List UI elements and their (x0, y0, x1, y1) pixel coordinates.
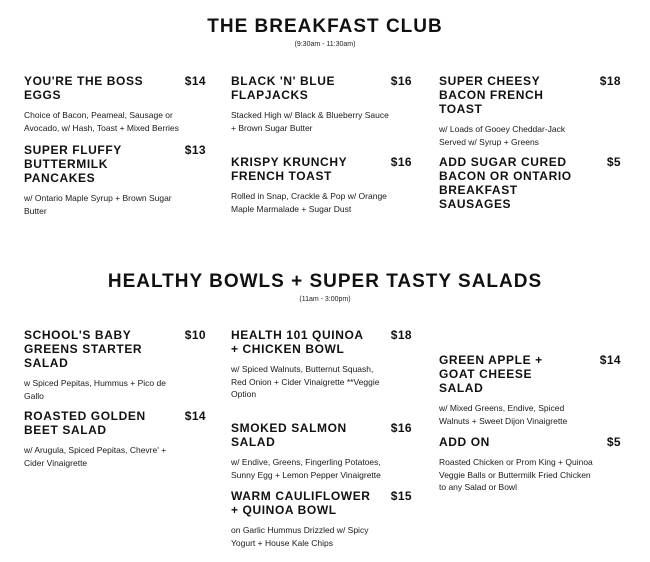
item-description: w/ Mixed Greens, Endive, Spiced Walnuts + Sweet Dijon Vinaigrette (439, 403, 568, 426)
item-price: $10 (184, 328, 206, 342)
item-name: GREEN APPLE + GOAT CHEESE SALAD (439, 353, 543, 395)
menu-item (24, 328, 206, 402)
section-hours-bowls-salads: (11am - 3:00pm) (299, 296, 351, 303)
item-name: BLACK 'N' BLUE FLAPJACKS (231, 74, 336, 102)
item-price: $13 (184, 143, 206, 157)
item-price: $18 (390, 328, 412, 342)
menu-item (231, 421, 412, 481)
item-name: HEALTH 101 QUINOA + CHICKEN BOWL (231, 328, 364, 356)
item-name: ADD ON (439, 435, 490, 449)
item-description: w/ Loads of Gooey Cheddar-Jack Served w/ Syrup + Greens (439, 124, 566, 147)
menu-item (24, 143, 206, 217)
menu-item (231, 328, 412, 401)
menu-item (439, 353, 621, 427)
item-description: w Spiced Pepitas, Hummus + Pico de Gallo (24, 378, 166, 401)
item-description: w/ Endive, Greens, Fingerling Potatoes, Sunny Egg + Lemon Pepper Vinaigrette (231, 457, 381, 480)
item-description: Roasted Chicken or Prom King + Quinoa Veggie Balls or Buttermilk Fried Chicken to any Salad or Bowl (439, 457, 593, 492)
item-description: w/ Ontario Maple Syrup + Brown Sugar Butter (24, 193, 172, 216)
section-title-bowls-salads: HEALTHY BOWLS + SUPER TASTY SALADS (107, 271, 543, 292)
item-name: SUPER CHEESY BACON FRENCH TOAST (439, 74, 544, 116)
item-name: SMOKED SALMON SALAD (231, 421, 347, 449)
item-name: ROASTED GOLDEN BEET SALAD (24, 409, 146, 437)
item-name: KRISPY KRUNCHY FRENCH TOAST (231, 155, 347, 183)
item-description: w/ Arugula, Spiced Pepitas, Chevre' + Cider Vinaigrette (24, 445, 167, 468)
item-name: WARM CAULIFLOWER + QUINOA BOWL (231, 489, 371, 517)
item-price: $14 (599, 353, 621, 367)
item-price: $16 (390, 74, 412, 88)
item-price: $16 (390, 155, 412, 169)
item-description: w/ Spiced Walnuts, Butternut Squash, Red Onion + Cider Vinaigrette **Veggie Option (231, 364, 380, 399)
menu-item (439, 155, 621, 211)
item-name: ADD SUGAR CURED BACON OR ONTARIO BREAKFAST SAUSAGES (439, 155, 572, 211)
item-price: $5 (606, 155, 621, 169)
item-name: SUPER FLUFFY BUTTERMILK PANCAKES (24, 143, 122, 185)
menu-item (24, 74, 206, 134)
menu-item (231, 489, 412, 549)
item-description: on Garlic Hummus Drizzled w/ Spicy Yogurt + House Kale Chips (231, 525, 369, 548)
item-name: SCHOOL'S BABY GREENS STARTER SALAD (24, 328, 143, 370)
section-hours-breakfast: (9:30am - 11:30am) (294, 41, 356, 48)
item-price: $15 (390, 489, 412, 503)
item-price: $14 (184, 409, 206, 423)
item-price: $18 (599, 74, 621, 88)
menu-item (24, 409, 206, 469)
item-description: Stacked High w/ Black & Blueberry Sauce + Brown Sugar Butter (231, 110, 389, 133)
item-price: $14 (184, 74, 206, 88)
item-name: YOU'RE THE BOSS EGGS (24, 74, 144, 102)
item-description: Choice of Bacon, Peameal, Sausage or Avocado, w/ Hash, Toast + Mixed Berries (24, 110, 179, 133)
menu-item (231, 155, 412, 215)
item-price: $5 (606, 435, 621, 449)
menu-item (439, 435, 621, 494)
menu-item (439, 74, 621, 148)
menu-item (231, 74, 412, 134)
item-price: $16 (390, 421, 412, 435)
item-description: Rolled in Snap, Crackle & Pop w/ Orange Maple Marmalade + Sugar Dust (231, 191, 387, 214)
section-title-breakfast: THE BREAKFAST CLUB (207, 16, 443, 37)
